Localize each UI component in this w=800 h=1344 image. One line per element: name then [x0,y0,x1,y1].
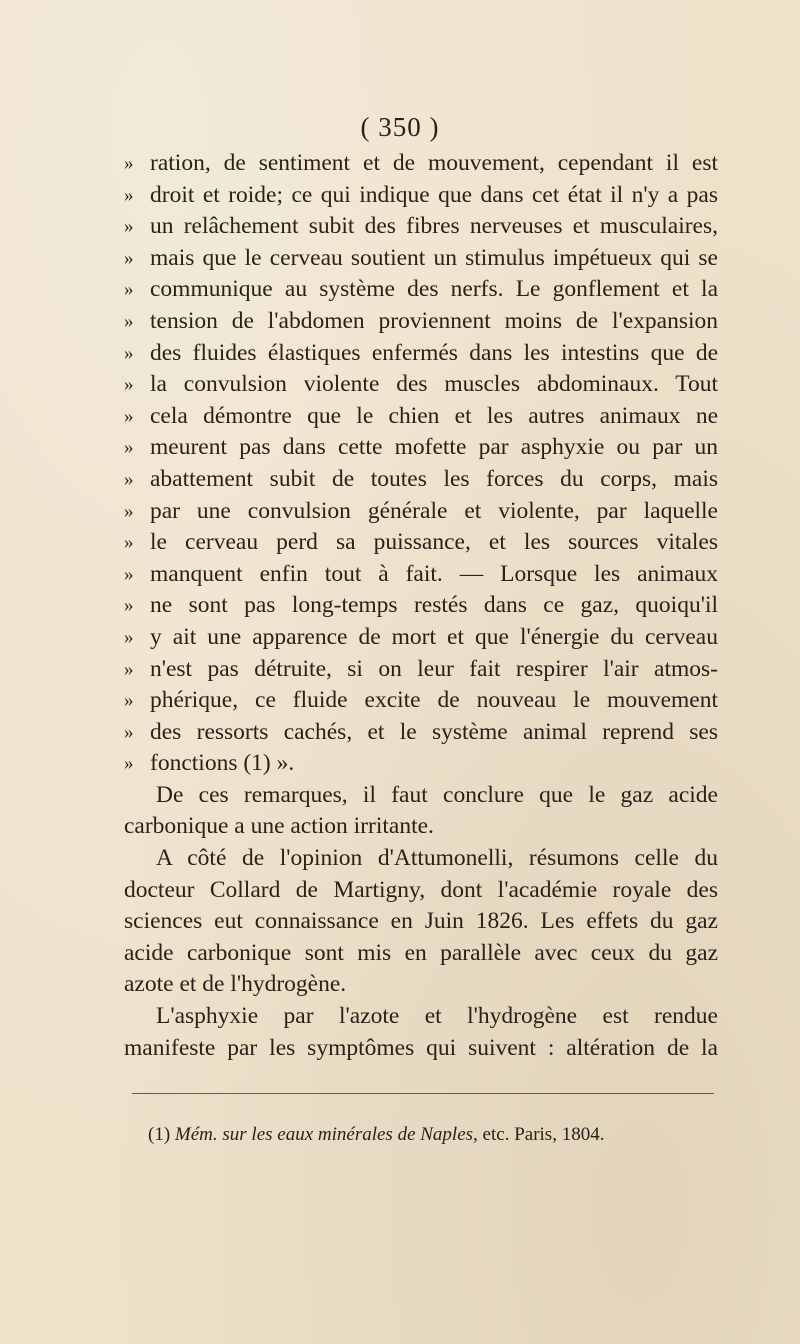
footnote-rule [132,1093,714,1094]
footnote [148,1124,718,1146]
quote-mark: » [124,216,134,238]
text-line: » des ressorts cachés, et le système animal reprend ses [124,717,718,749]
paragraph-first-line: A côté de l'opinion d'Attumonelli, résumons celle du [156,845,718,872]
quote-mark: » [124,532,134,554]
quote-mark: » [124,310,134,332]
quote-mark: » [124,405,134,427]
quote-mark: » [124,563,134,585]
text-line: » la convulsion violente des muscles abdominaux. Tout [124,369,718,401]
text-line: » tension de l'abdomen proviennent moins de l'expansion [124,306,718,338]
quote-mark: » [124,153,134,174]
quote-mark: » [124,500,134,522]
text-line: » n'est pas détruite, si on leur fait respirer l'air atmos- [124,654,718,686]
text-line: » fonctions (1) ». [124,748,718,780]
text-line: » manquent enfin tout à fait. — Lorsque les animaux [124,559,718,591]
text-line: » communique au système des nerfs. Le gonflement et la [124,274,718,306]
quote-mark: » [124,279,134,301]
quote-mark: » [124,658,134,680]
text-line: » des fluides élastiques enfermés dans les intestins que de [124,338,718,370]
text-line: » un relâchement subit des fibres nerveuses et musculaires, [124,211,718,243]
text-line: » le cerveau perd sa puissance, et les sources vitales [124,527,718,559]
paragraph-first-line: De ces remarques, il faut conclure que le gaz acide [156,781,718,808]
text-line: » mais que le cerveau soutient un stimulus impétueux qui se [124,243,718,275]
quote-mark: » [124,690,134,712]
quote-mark: » [124,374,134,396]
text-line: » abattement subit de toutes les forces du corps, mais [124,464,718,496]
body-text [124,148,718,1064]
quote-mark: » [124,753,134,775]
quote-mark: » [124,247,134,269]
text-line: » par une convulsion générale et violente, par laquelle [124,496,718,528]
text-line: » phérique, ce fluide excite de nouveau le mouvement [124,685,718,717]
quote-mark: » [124,342,134,364]
quote-mark: » [124,721,134,743]
text-line: » droit et roide; ce qui indique que dans cet état il n'y a pas [124,180,718,212]
text-line: azote et de l'hydrogène. [124,971,347,998]
text-line: docteur Collard de Martigny, dont l'académie royale des [124,876,718,903]
text-line: » ration, de sentiment et de mouvement, cependant il est [124,148,718,180]
text-line: carbonique a une action irritante. [124,813,434,840]
quote-mark: » [124,468,134,490]
quote-mark: » [124,437,134,459]
footnote-marker: (1) [148,1124,171,1145]
quote-mark: » [124,595,134,617]
text-line: » ne sont pas long-temps restés dans ce gaz, quoiqu'il [124,590,718,622]
text-line: sciences eut connaissance en Juin 1826. Les effets du gaz [124,908,718,935]
quote-mark: » [124,626,134,648]
text-line: » cela démontre que le chien et les autres animaux ne [124,401,718,433]
page-number: ( 350 ) [360,112,440,142]
paragraph-first-line: L'asphyxie par l'azote et l'hydrogène est rendue [156,1003,718,1030]
text-line: acide carbonique sont mis en parallèle avec ceux du gaz [124,939,718,966]
text-line: » y ait une apparence de mort et que l'énergie du cerveau [124,622,718,654]
footnote-title: Mém. sur les eaux minérales de Naples, [174,1124,478,1145]
footnote-rest: etc. Paris, 1804. [482,1124,605,1145]
quote-mark: » [124,184,134,206]
text-line: » meurent pas dans cette mofette par asphyxie ou par un [124,432,718,464]
text-line: manifeste par les symptômes qui suivent : altération de la [124,1034,718,1061]
